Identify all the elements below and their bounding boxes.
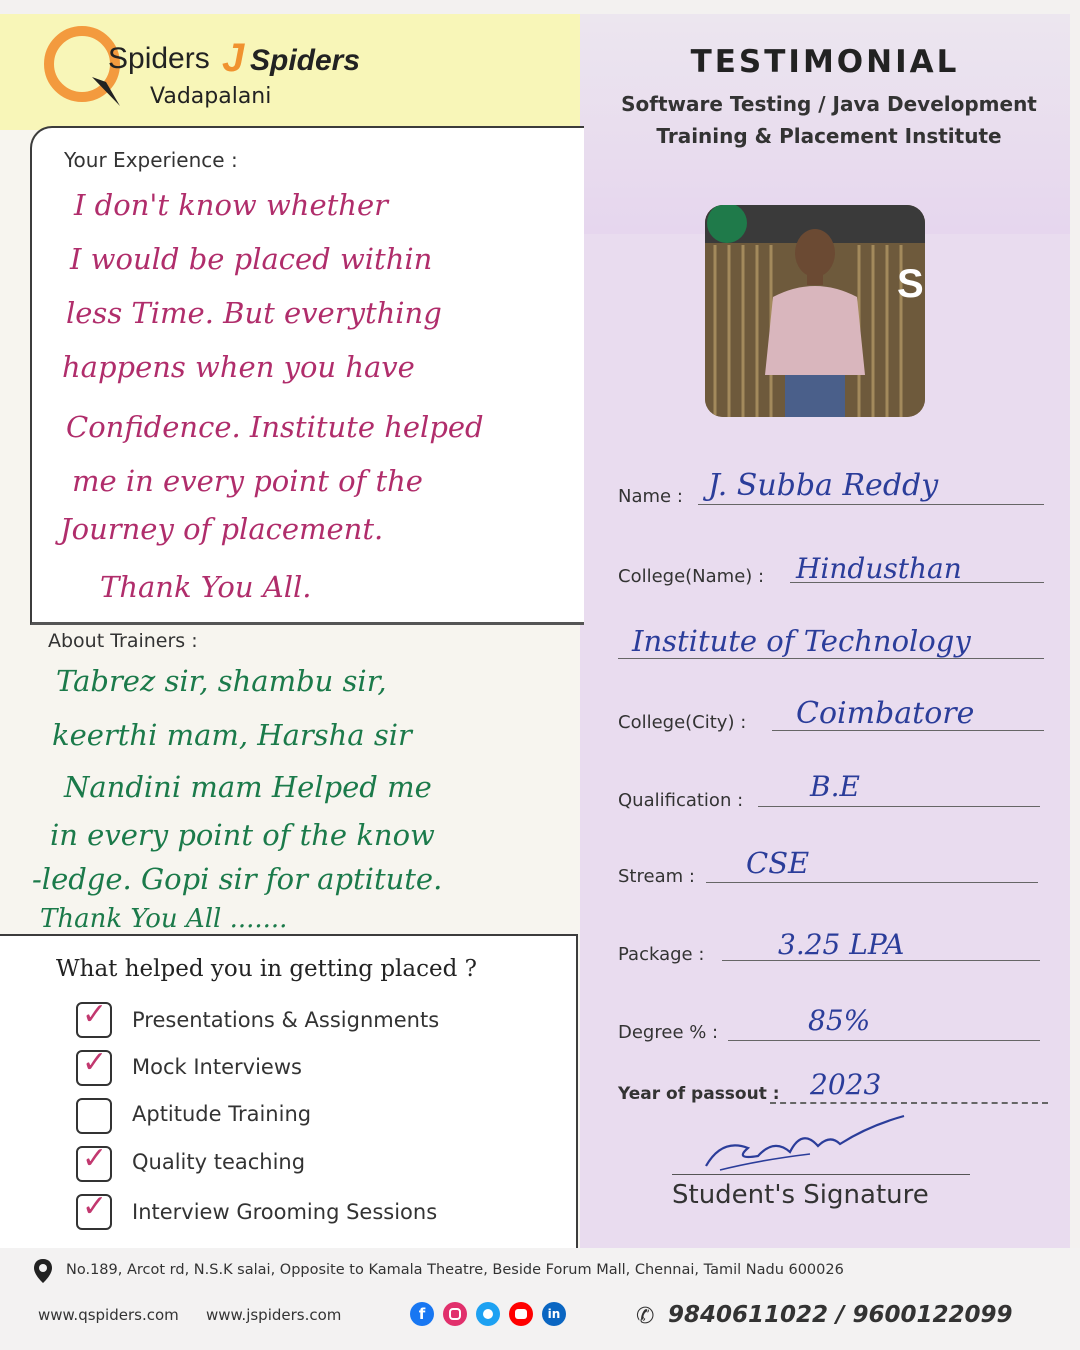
experience-line: Thank You All. xyxy=(100,570,312,604)
degree-label: Degree % : xyxy=(618,1022,719,1043)
location-pin-icon xyxy=(32,1258,54,1284)
trainers-line: -ledge. Gopi sir for aptitute. xyxy=(32,862,443,896)
college-label: College(Name) : xyxy=(618,566,765,587)
trainers-label: About Trainers : xyxy=(48,630,198,652)
facebook-icon[interactable]: f xyxy=(410,1302,434,1326)
package-label: Package : xyxy=(618,944,705,965)
package-value: 3.25 LPA xyxy=(778,928,905,961)
experience-label: Your Experience : xyxy=(64,148,238,172)
college-line-2 xyxy=(618,658,1044,659)
footer-phone[interactable]: 9840611022 / 9600122099 xyxy=(668,1302,1013,1328)
trainers-line: Nandini mam Helped me xyxy=(64,770,432,804)
name-value: J. Subba Reddy xyxy=(708,468,939,503)
signature-line xyxy=(672,1174,970,1175)
year-line xyxy=(770,1102,1048,1104)
checkbox-aptitude[interactable] xyxy=(76,1098,112,1134)
experience-line: me in every point of the xyxy=(72,464,423,498)
check-mark-icon: ✓ xyxy=(82,997,108,1032)
qualification-line xyxy=(758,806,1040,807)
twitter-icon[interactable] xyxy=(476,1302,500,1326)
branch-name: Vadapalani xyxy=(150,84,272,109)
stream-label: Stream : xyxy=(618,866,695,887)
city-value: Coimbatore xyxy=(796,696,975,731)
experience-line: Journey of placement. xyxy=(60,512,384,546)
footer-website-1[interactable]: www.qspiders.com xyxy=(38,1306,179,1324)
degree-line xyxy=(728,1040,1040,1041)
option-label: Interview Grooming Sessions xyxy=(132,1200,438,1224)
city-label: College(City) : xyxy=(618,712,747,733)
option-label: Presentations & Assignments xyxy=(132,1008,440,1032)
degree-value: 85% xyxy=(808,1004,871,1037)
logo-left-text: Spiders xyxy=(108,42,210,75)
stream-value: CSE xyxy=(746,846,810,880)
option-label: Aptitude Training xyxy=(132,1102,312,1126)
footer-address: No.189, Arcot rd, N.S.K salai, Opposite to Kamala Theatre, Beside Forum Mall, Chennai, Tamil Nadu 600026 xyxy=(66,1262,844,1278)
signature-label: Student's Signature xyxy=(672,1180,929,1210)
trainers-line: keerthi mam, Harsha sir xyxy=(52,718,412,752)
experience-line: I don't know whether xyxy=(74,188,388,222)
trainers-line: Tabrez sir, shambu sir, xyxy=(56,664,387,698)
name-line xyxy=(698,504,1044,505)
year-label: Year of passout : xyxy=(618,1084,780,1104)
phone-icon: ✆ xyxy=(636,1304,655,1329)
check-mark-icon: ✓ xyxy=(82,1189,108,1224)
check-mark-icon: ✓ xyxy=(82,1045,108,1080)
page-title: TESTIMONIAL xyxy=(690,44,960,80)
linkedin-icon[interactable]: in xyxy=(542,1302,566,1326)
qualification-value: B.E xyxy=(810,770,860,803)
page-subtitle-1: Software Testing / Java Development xyxy=(621,92,1037,116)
trainers-line: in every point of the know xyxy=(50,818,435,852)
experience-line: Confidence. Institute helped xyxy=(66,410,484,444)
logo-right-text: Spiders xyxy=(250,44,361,77)
svg-text:S: S xyxy=(897,262,924,306)
student-photo xyxy=(705,205,925,417)
student-signature-image xyxy=(700,1108,910,1178)
stream-line xyxy=(706,882,1038,883)
check-mark-icon: ✓ xyxy=(82,1141,108,1176)
year-value: 2023 xyxy=(810,1068,882,1101)
jspiders-j-icon: J xyxy=(222,36,245,80)
experience-line: less Time. But everything xyxy=(66,296,442,330)
experience-line: I would be placed within xyxy=(70,242,433,276)
option-label: Quality teaching xyxy=(132,1150,306,1174)
name-label: Name : xyxy=(618,486,683,507)
page-subtitle-2: Training & Placement Institute xyxy=(656,124,1002,148)
youtube-icon[interactable] xyxy=(509,1302,533,1326)
instagram-icon[interactable] xyxy=(443,1302,467,1326)
trainers-line: Thank You All ....... xyxy=(40,904,288,934)
helped-question: What helped you in getting placed ? xyxy=(56,956,477,982)
college-value-2: Institute of Technology xyxy=(632,624,971,658)
footer-website-2[interactable]: www.jspiders.com xyxy=(206,1306,342,1324)
experience-line: happens when you have xyxy=(62,350,415,384)
qualification-label: Qualification : xyxy=(618,790,744,811)
option-label: Mock Interviews xyxy=(132,1055,302,1079)
college-value-1: Hindusthan xyxy=(796,552,962,585)
